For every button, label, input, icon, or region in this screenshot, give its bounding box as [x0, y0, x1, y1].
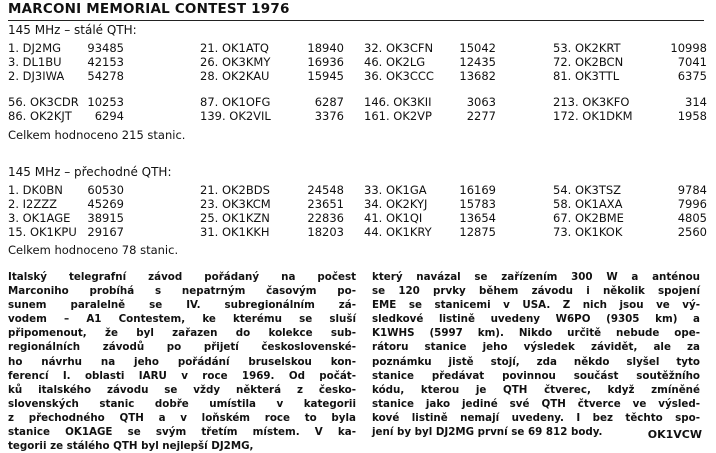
- result-entry: [553, 41, 707, 55]
- article-line: poznámku jistě stojí, zda někdo slyšel tyto: [372, 355, 700, 368]
- station-callsign: 15. OK1KPU: [8, 225, 77, 239]
- section-heading: 145 MHz – přechodné QTH:: [8, 165, 172, 179]
- stations-total: Celkem hodnoceno 78 stanic.: [8, 243, 179, 257]
- station-points: 29167: [87, 225, 124, 239]
- section-heading: 145 MHz – stálé QTH:: [8, 23, 137, 37]
- article-line: stanice OK1AGE se svým třetím místem. V ka-: [8, 426, 356, 439]
- station-points: 45269: [87, 197, 124, 211]
- article-line: ho návrhu na jeho pořádání bruselskou kon-: [8, 355, 356, 368]
- article-line: ferencí I. oblasti IARU v roce 1969. Od počát-: [8, 369, 356, 382]
- result-entry: [200, 69, 344, 83]
- station-callsign: 36. OK3CCC: [364, 69, 434, 83]
- station-callsign: 86. OK2KJT: [8, 109, 72, 123]
- result-entry: [8, 109, 124, 123]
- station-callsign: 26. OK3KMY: [200, 55, 271, 69]
- article-column-left: [8, 270, 356, 453]
- article-line: tegorii ze stálého QTH byl nejlepší DJ2MG,: [8, 440, 254, 453]
- station-callsign: 3. OK1AGE: [8, 211, 71, 225]
- result-entry: [200, 55, 344, 69]
- station-callsign: 2. I2ZZZ: [8, 197, 57, 211]
- result-entry: [200, 183, 344, 197]
- station-callsign: 2. DJ3IWA: [8, 69, 65, 83]
- article-line: rátoru stanice jeho výsledek závidět, ale za: [372, 341, 700, 354]
- station-points: 15945: [307, 69, 344, 83]
- result-entry: [200, 197, 344, 211]
- station-points: 10998: [670, 41, 707, 55]
- station-points: 93485: [87, 41, 124, 55]
- result-entry: [200, 225, 344, 239]
- station-points: 16936: [307, 55, 344, 69]
- author-signature: OK1VCW: [647, 428, 702, 441]
- station-points: 2560: [677, 225, 707, 239]
- result-entry: [8, 41, 124, 55]
- result-entry: [8, 225, 124, 239]
- article-line: vodem – A1 Contestem, ke kterému se sluší: [8, 313, 356, 326]
- title-underline: [8, 20, 704, 21]
- result-entry: [364, 69, 496, 83]
- results-row: [8, 109, 708, 123]
- station-callsign: 213. OK3KFO: [553, 95, 630, 109]
- results-row: [8, 183, 708, 197]
- article-line: kové listině nemají uvedeny. I bez těchto spo-: [372, 411, 700, 424]
- results-row: [8, 41, 708, 55]
- station-points: 38915: [87, 211, 124, 225]
- result-entry: [553, 69, 707, 83]
- station-callsign: 56. OK3CDR: [8, 95, 79, 109]
- results-row: [8, 69, 708, 83]
- station-callsign: 53. OK2KRT: [553, 41, 621, 55]
- station-points: 15783: [459, 197, 496, 211]
- article-line: stanice jako jediné své QTH čtverce ve výsled-: [372, 397, 700, 410]
- station-points: 15042: [459, 41, 496, 55]
- station-callsign: 58. OK1AXA: [553, 197, 623, 211]
- article-line: stanice předávat povinnou součást soutěžního: [372, 369, 700, 382]
- results-row: [8, 55, 708, 69]
- result-entry: [553, 197, 707, 211]
- station-callsign: 172. OK1DKM: [553, 109, 633, 123]
- result-entry: [553, 55, 707, 69]
- article-line: Italský telegrafní závod pořádaný na počest: [8, 271, 356, 283]
- result-entry: [553, 225, 707, 239]
- station-points: 6287: [314, 95, 344, 109]
- station-callsign: 54. OK3TSZ: [553, 183, 622, 197]
- result-entry: [553, 211, 707, 225]
- station-points: 22836: [307, 211, 344, 225]
- article-line: z přechodného QTH a v loňském roce to byla: [8, 411, 356, 424]
- station-callsign: 72. OK2BCN: [553, 55, 624, 69]
- station-points: 7041: [677, 55, 707, 69]
- result-entry: [553, 95, 707, 109]
- station-points: 42153: [87, 55, 124, 69]
- station-callsign: 32. OK3CFN: [364, 41, 434, 55]
- station-callsign: 21. OK2BDS: [200, 183, 270, 197]
- article-line: se 120 prvky během závodu i několik spojení: [372, 285, 700, 298]
- result-entry: [364, 183, 496, 197]
- station-points: 12875: [459, 225, 496, 239]
- station-callsign: 33. OK1GA: [364, 183, 427, 197]
- article-line: slovenských stanic dobře umístila v kategorii: [8, 397, 356, 410]
- station-callsign: 34. OK2KYJ: [364, 197, 428, 211]
- station-callsign: 25. OK1KZN: [200, 211, 270, 225]
- result-entry: [8, 69, 124, 83]
- article-line: K1WHS (5997 km). Nikdo určitě nebude ope-: [372, 327, 700, 340]
- results-row: [8, 211, 708, 225]
- result-entry: [8, 183, 124, 197]
- station-points: 7996: [677, 197, 707, 211]
- result-entry: [364, 41, 496, 55]
- station-points: 3376: [314, 109, 344, 123]
- station-callsign: 28. OK2KAU: [200, 69, 270, 83]
- result-entry: [200, 109, 344, 123]
- contest-title: MARCONI MEMORIAL CONTEST 1976: [8, 1, 290, 17]
- station-callsign: 21. OK1ATQ: [200, 41, 269, 55]
- station-points: 1958: [677, 109, 707, 123]
- result-entry: [364, 211, 496, 225]
- station-points: 24548: [307, 183, 344, 197]
- station-points: 314: [685, 95, 707, 109]
- result-entry: [8, 95, 124, 109]
- station-points: 60530: [87, 183, 124, 197]
- article-line: jení by byl DJ2MG první se 69 812 body.: [372, 426, 603, 439]
- station-points: 2277: [466, 109, 496, 123]
- result-entry: [8, 55, 124, 69]
- station-points: 10253: [87, 95, 124, 109]
- station-points: 16169: [459, 183, 496, 197]
- station-callsign: 73. OK1KOK: [553, 225, 623, 239]
- station-points: 6294: [94, 109, 124, 123]
- article-line: sledkové listině uvedeny W6PO (9305 km) a: [372, 313, 700, 326]
- result-entry: [553, 109, 707, 123]
- station-points: 23651: [307, 197, 344, 211]
- station-points: 13682: [459, 69, 496, 83]
- result-entry: [364, 109, 496, 123]
- result-entry: [364, 55, 496, 69]
- article-line: který navázal se zařízením 300 W a anténou: [372, 271, 700, 283]
- station-points: 6375: [677, 69, 707, 83]
- stations-total: Celkem hodnoceno 215 stanic.: [8, 128, 186, 142]
- result-entry: [364, 225, 496, 239]
- station-callsign: 81. OK3TTL: [553, 69, 620, 83]
- result-entry: [553, 183, 707, 197]
- results-row: [8, 197, 708, 211]
- station-callsign: 23. OK3KCM: [200, 197, 271, 211]
- article-line: regionálních závodů po přijetí československé-: [8, 341, 356, 354]
- station-callsign: 161. OK2VP: [364, 109, 432, 123]
- results-row: [8, 95, 708, 109]
- station-callsign: 44. OK1KRY: [364, 225, 432, 239]
- results-row: [8, 225, 708, 239]
- article-line: sunem paralelně se IV. subregionálním zá-: [8, 299, 356, 312]
- station-callsign: 3. DL1BU: [8, 55, 62, 69]
- station-points: 13654: [459, 211, 496, 225]
- station-callsign: 67. OK2BME: [553, 211, 624, 225]
- station-callsign: 46. OK2LG: [364, 55, 426, 69]
- station-callsign: 139. OK2VIL: [200, 109, 271, 123]
- result-entry: [200, 95, 344, 109]
- article-line: Marconiho probíhá s nepatrným časovým po-: [8, 285, 356, 298]
- result-entry: [364, 197, 496, 211]
- result-entry: [8, 197, 124, 211]
- article-line: ků italského závodu se vždy některá z česko-: [8, 383, 356, 396]
- article-line: EME se stanicemi v USA. Z nich jsou ve vý-: [372, 299, 700, 312]
- article-column-right: [372, 270, 700, 439]
- station-callsign: 146. OK3KII: [364, 95, 432, 109]
- station-callsign: 1. DJ2MG: [8, 41, 62, 55]
- station-points: 12435: [459, 55, 496, 69]
- station-callsign: 87. OK1OFG: [200, 95, 271, 109]
- result-entry: [8, 211, 124, 225]
- station-callsign: 31. OK1KKH: [200, 225, 270, 239]
- result-entry: [364, 95, 496, 109]
- article-line: kódu, kterou je QTH čtverec, když zmíněné: [372, 383, 700, 396]
- result-entry: [200, 41, 344, 55]
- station-points: 3063: [466, 95, 496, 109]
- station-callsign: 1. DK0BN: [8, 183, 63, 197]
- station-points: 54278: [87, 69, 124, 83]
- station-callsign: 41. OK1QI: [364, 211, 423, 225]
- article-line: připomenout, že byl zařazen do kolekce sub-: [8, 327, 356, 340]
- result-entry: [200, 211, 344, 225]
- station-points: 4805: [677, 211, 707, 225]
- station-points: 18940: [307, 41, 344, 55]
- station-points: 18203: [307, 225, 344, 239]
- station-points: 9784: [677, 183, 707, 197]
